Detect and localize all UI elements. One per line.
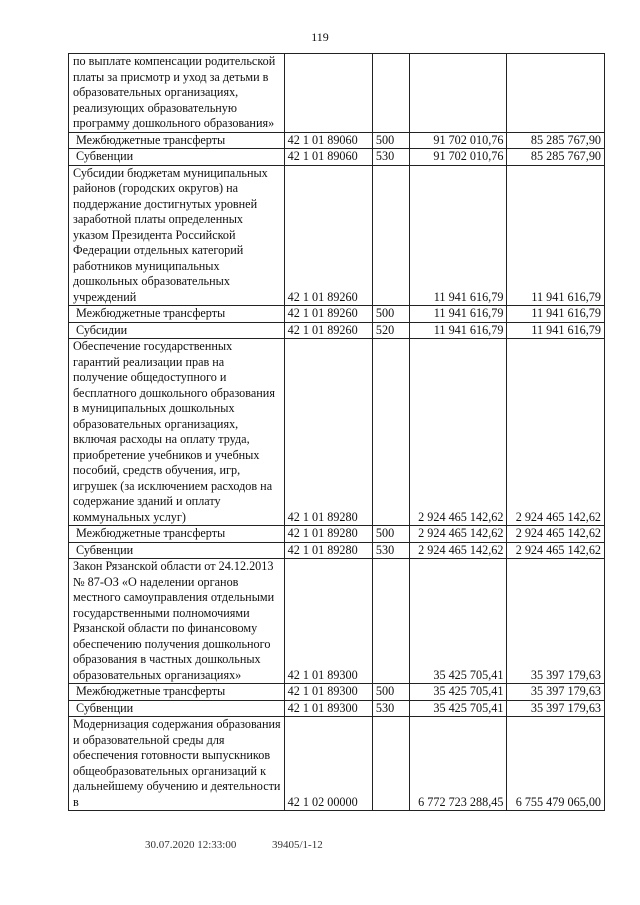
cell-code: 42 1 01 89300 <box>284 559 372 684</box>
page-number: 119 <box>311 30 329 44</box>
row-label: по выплате компенсации родительской платы за присмотр и уход за детьми в образовательных организациях, реализующих образовательную программу дошкольного образования» <box>73 54 276 130</box>
row-label: Межбюджетные трансферты <box>76 306 226 320</box>
cell-amount-2021: 35 425 705,41 <box>409 700 507 717</box>
row-label: Обеспечение государственных гарантий реализации прав на получение общедоступного и бесплатного дошкольного образования в муниципальных дошкольных образовательных организациях, включая расходы на оплату труда, приобретение учебников и учебных пособий, средств обучения, игр, игрушек (за исключением расходов на содержание зданий и оплату коммунальных услуг) <box>73 339 275 524</box>
cell-code: 42 1 01 89060 <box>284 149 372 166</box>
table-row <box>69 322 605 339</box>
table-row-section <box>69 165 605 306</box>
cell-amount-2022: 11 941 616,79 <box>507 322 605 339</box>
cell-expense-type <box>372 165 409 306</box>
cell-name <box>69 339 285 526</box>
table-row-section <box>69 54 605 133</box>
cell-expense-type: 530 <box>372 149 409 166</box>
row-label: Межбюджетные трансферты <box>76 132 226 147</box>
row-label: Межбюджетные трансферты <box>76 526 226 540</box>
row-label: Субвенции <box>76 700 134 715</box>
row-label: Субсидии <box>76 322 128 337</box>
cell-amount-2022: 11 941 616,79 <box>507 165 605 306</box>
cell-amount-2022 <box>507 54 605 133</box>
cell-code: 42 1 02 00000 <box>284 717 372 811</box>
cell-expense-type: 530 <box>372 700 409 717</box>
row-label: Межбюджетные трансферты <box>76 684 226 698</box>
cell-code: 42 1 01 89260 <box>284 306 372 323</box>
cell-name <box>69 165 285 306</box>
cell-amount-2021: 91 702 010,76 <box>409 132 507 149</box>
cell-amount-2022: 2 924 465 142,62 <box>507 526 605 543</box>
table-row <box>69 700 605 717</box>
cell-amount-2021: 11 941 616,79 <box>409 165 507 306</box>
cell-name <box>69 700 285 717</box>
cell-code: 42 1 01 89260 <box>284 165 372 306</box>
cell-name <box>69 526 285 543</box>
cell-amount-2021: 11 941 616,79 <box>409 322 507 339</box>
cell-expense-type <box>372 339 409 526</box>
budget-table <box>68 53 605 811</box>
cell-amount-2021: 2 924 465 142,62 <box>409 339 507 526</box>
cell-amount-2021: 91 702 010,76 <box>409 149 507 166</box>
row-label: Закон Рязанской области от 24.12.2013 № 87-ОЗ «О наделении органов местного самоуправления отдельными государственными полномочиями Рязанской области по финансовому обеспечению получения дошкольного образования в частных дошкольных образовательных организациях» <box>73 559 275 682</box>
cell-expense-type: 500 <box>372 526 409 543</box>
cell-code: 42 1 01 89060 <box>284 132 372 149</box>
cell-expense-type: 500 <box>372 306 409 323</box>
cell-expense-type <box>372 54 409 133</box>
cell-amount-2022: 11 941 616,79 <box>507 306 605 323</box>
cell-name <box>69 306 285 323</box>
cell-code: 42 1 01 89280 <box>284 526 372 543</box>
cell-amount-2021: 35 425 705,41 <box>409 684 507 701</box>
cell-expense-type: 520 <box>372 322 409 339</box>
cell-expense-type: 500 <box>372 684 409 701</box>
table-row <box>69 149 605 166</box>
cell-name <box>69 684 285 701</box>
row-label: Модернизация содержания образования и образовательной среды для обеспечения готовности выпускников общеобразовательных организаций к дальнейшему обучению и деятельности в <box>73 717 281 809</box>
cell-name <box>69 149 285 166</box>
table-row <box>69 306 605 323</box>
cell-amount-2022: 2 924 465 142,62 <box>507 542 605 559</box>
cell-expense-type: 500 <box>372 132 409 149</box>
cell-amount-2021: 11 941 616,79 <box>409 306 507 323</box>
cell-name <box>69 54 285 133</box>
cell-amount-2021: 2 924 465 142,62 <box>409 542 507 559</box>
table-row <box>69 684 605 701</box>
table-row <box>69 526 605 543</box>
row-label: Субсидии бюджетам муниципальных районов (городских округов) на поддержание достигнутых уровней заработной платы определенных указом Президента Российской Федерации отдельных категорий работников муниципальных дошкольных образовательных учреждений <box>73 165 268 304</box>
cell-amount-2022: 35 397 179,63 <box>507 559 605 684</box>
cell-amount-2021 <box>409 54 507 133</box>
cell-code: 42 1 01 89280 <box>284 542 372 559</box>
document-id: 39405/1-12 <box>272 839 323 851</box>
table-row-section <box>69 559 605 684</box>
cell-amount-2022: 35 397 179,63 <box>507 684 605 701</box>
cell-amount-2022: 2 924 465 142,62 <box>507 339 605 526</box>
table-row-section <box>69 339 605 526</box>
cell-code: 42 1 01 89260 <box>284 322 372 339</box>
cell-expense-type <box>372 717 409 811</box>
print-timestamp: 30.07.2020 12:33:00 <box>145 839 237 851</box>
table-row-section <box>69 717 605 811</box>
cell-code: 42 1 01 89300 <box>284 700 372 717</box>
cell-name <box>69 322 285 339</box>
table-row <box>69 542 605 559</box>
cell-name <box>69 559 285 684</box>
cell-amount-2022: 85 285 767,90 <box>507 149 605 166</box>
cell-amount-2022: 6 755 479 065,00 <box>507 717 605 811</box>
cell-name <box>69 542 285 559</box>
cell-code <box>284 54 372 133</box>
cell-amount-2022: 35 397 179,63 <box>507 700 605 717</box>
cell-amount-2021: 2 924 465 142,62 <box>409 526 507 543</box>
cell-expense-type <box>372 559 409 684</box>
row-label: Субвенции <box>76 542 134 557</box>
cell-name <box>69 717 285 811</box>
cell-amount-2021: 35 425 705,41 <box>409 559 507 684</box>
cell-code: 42 1 01 89300 <box>284 684 372 701</box>
cell-amount-2022: 85 285 767,90 <box>507 132 605 149</box>
cell-amount-2021: 6 772 723 288,45 <box>409 717 507 811</box>
budget-table-body <box>69 54 605 811</box>
cell-code: 42 1 01 89280 <box>284 339 372 526</box>
cell-name <box>69 132 285 149</box>
table-row <box>69 132 605 149</box>
cell-expense-type: 530 <box>372 542 409 559</box>
row-label: Субвенции <box>76 149 134 163</box>
